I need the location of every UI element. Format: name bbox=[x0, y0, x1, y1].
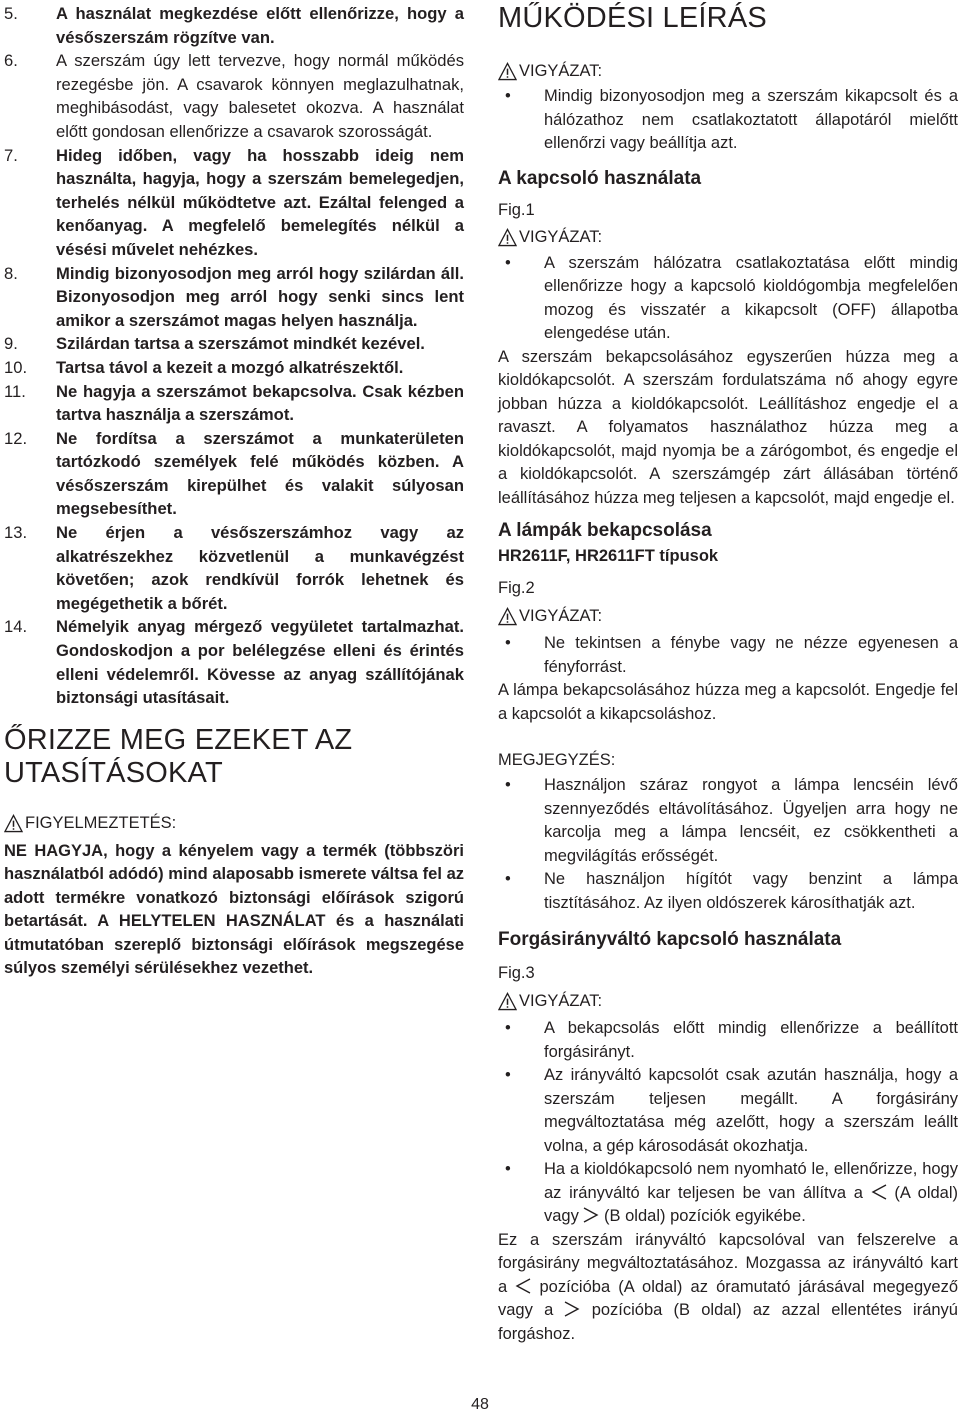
reverse-text: Ez a szerszám irányváltó kapcsolóval van felszerelve a forgásirány megváltoztatásához. Mozgassa az irányváltó kart a pozícióba (A oldal) az óramutató járásával megegyező vagy a pozícióba (B oldal) az azzal ellentétes irányú forgáshoz. bbox=[498, 1230, 958, 1343]
reverse-section-title: Forgásirányváltó kapcsoló használata bbox=[498, 929, 842, 950]
caution-label: VIGYÁZAT: bbox=[519, 228, 603, 246]
lamp-models: HR2611F, HR2611FT típusok bbox=[498, 547, 719, 565]
list-item: 11. Ne hagyja a szerszámot bekapcsolva. Csak kézben tartva használja a szerszámot. bbox=[4, 381, 464, 425]
caution-heading bbox=[498, 59, 958, 83]
list-item: • Ne használjon hígítót vagy benzint a lámpa tisztításához. Az ilyen oldószerek károsíthatják azt. bbox=[505, 870, 958, 912]
caution-label: VIGYÁZAT: bbox=[519, 61, 603, 80]
page-number: 48 bbox=[471, 1396, 489, 1413]
caution-list bbox=[498, 1017, 958, 1229]
right-column bbox=[498, 0, 958, 1346]
note-label: MEGJEGYZÉS: bbox=[498, 751, 616, 769]
note-list bbox=[498, 774, 958, 915]
arrow-right-icon bbox=[583, 1207, 599, 1223]
list-item: 10. Tartsa távol a kezeit a mozgó alkatrészektől. bbox=[4, 357, 404, 377]
caution-heading bbox=[498, 226, 958, 250]
arrow-right-icon bbox=[564, 1301, 580, 1317]
lamp-text: A lámpa bekapcsolásához húzza meg a kapcsolót. Engedje fel a kapcsolót a kikapcsoláshoz. bbox=[498, 681, 958, 723]
arrow-left-icon bbox=[515, 1278, 531, 1294]
warning-triangle-icon bbox=[498, 62, 517, 81]
fig-label: Fig.3 bbox=[498, 964, 535, 982]
fig-label: Fig.1 bbox=[498, 200, 535, 219]
left-column bbox=[4, 0, 464, 981]
list-item: • Használjon száraz rongyot a lámpa lencséin lévő szennyeződés eltávolításához. Ügyeljen arra hogy ne karcolja meg a lámpa lencséit, ez csökkentheti a megvilágítás erősségét. bbox=[505, 776, 958, 865]
caution-heading bbox=[498, 604, 958, 628]
warning-heading bbox=[4, 812, 464, 836]
warning-triangle-icon bbox=[498, 992, 517, 1011]
list-item: 14. Némelyik anyag mérgező vegyületet tartalmazhat. Gondoskodjon a por belélegzése elleni és érintés elleni védelemről. Kövesse az anyag szállítójának biztonsági utasításait. bbox=[4, 617, 464, 708]
save-instructions-title: ŐRIZZE MEG EZEKET AZ UTASÍTÁSOKAT bbox=[4, 723, 353, 789]
list-item: • A szerszám hálózatra csatlakoztatása előtt mindig ellenőrizze hogy a kapcsoló kioldógombja megfelelően mozog és visszatér a kikapcsolt (OFF) állapotba elengedése után. bbox=[505, 253, 958, 342]
list-item: • Ne tekintsen a fénybe vagy ne nézze egyenesen a fényforrást. bbox=[505, 634, 958, 676]
list-item: • Ha a kioldókapcsoló nem nyomható le, ellenőrizze, hogy az irányváltó kar teljesen be van állítva a (A oldal) vagy (B oldal) pozíciók egyikébe. bbox=[505, 1160, 958, 1225]
caution-list bbox=[498, 632, 958, 679]
list-item: • Mindig bizonyosodjon meg a szerszám kikapcsolt és a hálózathoz nem csatlakoztatott állapotáról mielőtt ellenőrzi vagy beállítja azt. bbox=[505, 87, 958, 152]
safety-list bbox=[4, 2, 464, 710]
caution-label: VIGYÁZAT: bbox=[519, 991, 603, 1010]
warning-triangle-icon bbox=[498, 228, 517, 247]
list-item: 12. Ne fordítsa a szerszámot a munkaterületen tartózkodó személyek felé működés közben. A vésőszerszám kirepülhet és valakit súlyosan megsebesíthet. bbox=[4, 428, 464, 519]
list-item: 9. Szilárdan tartsa a szerszámot mindkét kezével. bbox=[4, 334, 425, 354]
list-item: 5. A használat megkezdése előtt ellenőrizze, hogy a vésőszerszám rögzítve van. bbox=[4, 4, 464, 47]
list-item: • A bekapcsolás előtt mindig ellenőrizze a beállított forgásirányt. bbox=[505, 1019, 958, 1061]
warning-text: NE HAGYJA, hogy a kényelem vagy a termék (többszöri használatból adódó) mind alaposabb ismerete váltsa fel az adott termékre vonatkozó biztonsági előírások szigorú betartását. A HELYTELEN HASZNÁLAT és a használati útmutatóban szereplő biztonsági előírások megszegése súlyos személyi sérülésekhez vezethet. bbox=[4, 841, 464, 978]
list-item: 8. Mindig bizonyosodjon meg arról hogy szilárdan áll. Bizonyosodjon meg arról hogy senki sincs lent amikor a szerszámot magas helyen használja. bbox=[4, 263, 464, 330]
switch-section-title: A kapcsoló használata bbox=[498, 167, 702, 189]
warning-triangle-icon bbox=[4, 814, 23, 833]
list-item: • Az irányváltó kapcsolót csak azután használja, hogy a szerszám teljesen megállt. A forgásirány megváltoztatása még azelőtt, hogy a szerszám leállt volna, a gép károsodását okozhatja. bbox=[505, 1066, 958, 1155]
caution-heading bbox=[498, 989, 958, 1013]
warning-triangle-icon bbox=[498, 607, 517, 626]
lamp-section-title: A lámpák bekapcsolása bbox=[498, 520, 712, 541]
caution-list bbox=[498, 85, 958, 156]
caution-list bbox=[498, 252, 958, 346]
operation-title: MŰKÖDÉSI LEÍRÁS bbox=[498, 2, 767, 34]
fig-label: Fig.2 bbox=[498, 579, 535, 597]
warning-label: FIGYELMEZTETÉS: bbox=[25, 814, 177, 833]
list-item: 13. Ne érjen a vésőszerszámhoz vagy az alkatrészekhez közvetlenül a munkavégzést követően; azok rendkívül forrók lehetnek és megégethetik a bőrét. bbox=[4, 523, 464, 613]
arrow-left-icon bbox=[871, 1184, 887, 1200]
caution-label: VIGYÁZAT: bbox=[519, 606, 603, 625]
list-item: 7. Hideg időben, vagy ha hosszabb ideig nem használta, hagyja, hogy a szerszám bemelegedjen, terhelés nélkül működtetve azt. Ezáltal felenged a kenőanyag. A megfelelő bemelegítés nélkül a vésési művelet nehézkes. bbox=[4, 145, 464, 259]
list-item: 6. A szerszám úgy lett tervezve, hogy normál működés rezegésbe jön. A csavarok könnyen meglazulhatnak, meghibásodást, vagy balesetet okozva. A használat előtt gondosan ellenőrizze a csavarok szorosságát. bbox=[4, 51, 464, 141]
switch-text: A szerszám bekapcsolásához egyszerűen húzza meg a kioldókapcsolót. A szerszám fordulatszáma nő ahogy egyre jobban húzza a kioldókapcsolót. Leállításhoz engedje el a ravaszt. A folyamatos használathoz húzza meg a kioldókapcsolót, majd nyomja be a zárógombot, és engedje el a kioldókapcsolót. A szerszámgép zárt állásában történő leállításához húzza meg teljesen a kapcsolót, majd engedje el. bbox=[498, 347, 958, 507]
